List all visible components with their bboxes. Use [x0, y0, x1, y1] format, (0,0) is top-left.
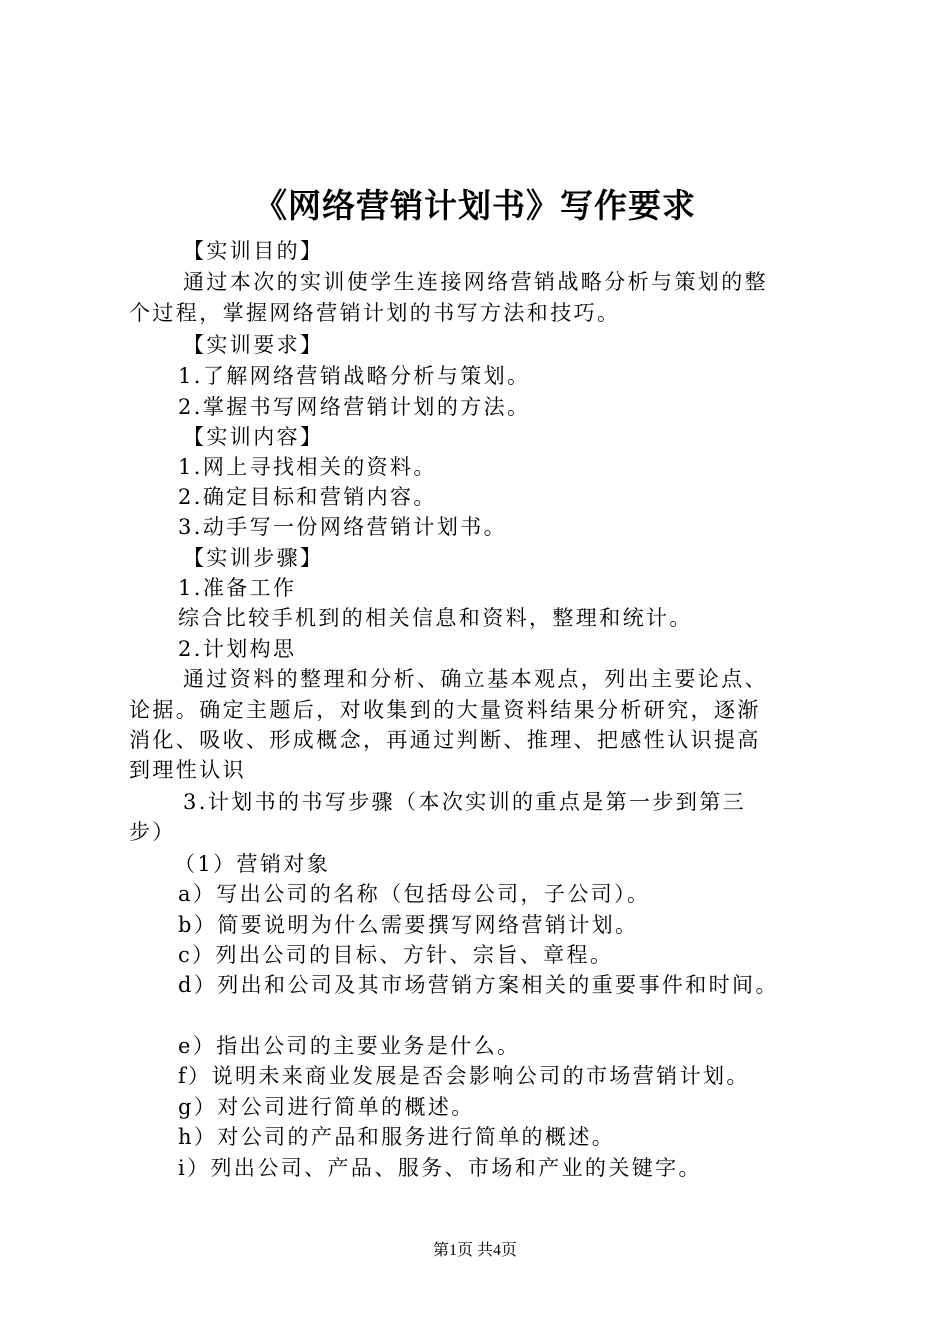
sub-item: d）列出和公司及其市场营销方案相关的重要事件和时间。: [178, 973, 779, 997]
sub-heading: （1）营销对象: [174, 852, 331, 876]
section-heading-purpose: 【实训目的】: [183, 239, 324, 263]
requirement-item: 2.掌握书写网络营销计划的方法。: [178, 395, 531, 419]
section-heading-steps: 【实训步骤】: [183, 546, 324, 570]
step-text-line: 综合比较手机到的相关信息和资料，整理和统计。: [178, 606, 693, 630]
sub-item: f）说明未来商业发展是否会影响公司的市场营销计划。: [178, 1064, 750, 1088]
content-item: 3.动手写一份网络营销计划书。: [178, 515, 508, 539]
requirement-item: 1.了解网络营销战略分析与策划。: [178, 364, 531, 388]
sub-item: b）简要说明为什么需要撰写网络营销计划。: [178, 913, 639, 937]
section-heading-content: 【实训内容】: [183, 425, 324, 449]
purpose-text-line: 个过程，掌握网络营销计划的书写方法和技巧。: [129, 301, 621, 325]
purpose-text-line: 通过本次的实训使学生连接网络营销战略分析与策划的整: [183, 270, 768, 294]
sub-item: i）列出公司、产品、服务、市场和产业的关键字。: [178, 1156, 702, 1180]
section-heading-requirements: 【实训要求】: [183, 333, 324, 357]
sub-item: e）指出公司的主要业务是什么。: [178, 1034, 521, 1058]
sub-item: a）写出公司的名称（包括母公司，子公司）。: [178, 882, 651, 906]
sub-item: h）对公司的产品和服务进行简单的概述。: [178, 1125, 616, 1149]
step-text-line: 到理性认识: [129, 758, 246, 782]
step-title: 1.准备工作: [178, 576, 297, 600]
sub-item: g）对公司进行简单的概述。: [178, 1095, 475, 1119]
sub-item: c）列出公司的目标、方针、宗旨、章程。: [178, 943, 614, 967]
content-item: 2.确定目标和营销内容。: [178, 485, 437, 509]
step-title: 2.计划构思: [178, 637, 297, 661]
page-footer: 第1页 共4页: [432, 1242, 517, 1259]
step-text-line: 通过资料的整理和分析、确立基本观点，列出主要论点、: [183, 667, 768, 691]
step-text-line: 论据。确定主题后，对收集到的大量资料结果分析研究，逐渐: [129, 698, 761, 722]
step-title: 3.计划书的书写步骤（本次实训的重点是第一步到第三: [183, 790, 747, 814]
document-title: 《网络营销计划书》写作要求: [254, 186, 696, 225]
step-text-line: 消化、吸收、形成概念，再通过判断、推理、把感性认识提高: [129, 728, 761, 752]
step-title: 步）: [129, 820, 176, 844]
content-item: 1.网上寻找相关的资料。: [178, 455, 437, 479]
